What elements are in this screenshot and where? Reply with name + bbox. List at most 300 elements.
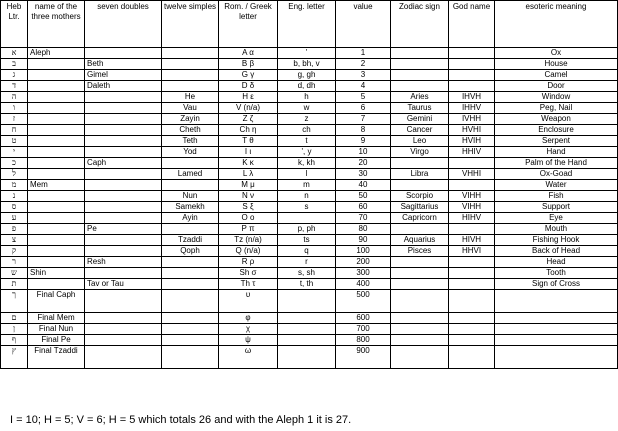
value-cell: 400 <box>336 279 391 290</box>
hebrew-letter-glyph: פ <box>1 224 28 235</box>
double-cell <box>85 103 162 114</box>
value-cell: 600 <box>336 313 391 324</box>
god-name-cell: HVIH <box>449 136 495 147</box>
empty-cell <box>495 346 618 369</box>
empty-cell <box>162 324 219 335</box>
double-cell <box>85 180 162 191</box>
rom-greek-cell: T θ <box>219 136 278 147</box>
zodiac-cell: Cancer <box>391 125 449 136</box>
simple-cell: Nun <box>162 191 219 202</box>
value-cell: 100 <box>336 246 391 257</box>
value-cell: 4 <box>336 81 391 92</box>
eng-letter-cell: t <box>278 136 336 147</box>
hebrew-letter-glyph: מ <box>1 180 28 191</box>
god-name-cell <box>449 257 495 268</box>
eng-letter-cell: q <box>278 246 336 257</box>
greek-cell: ω <box>219 346 278 369</box>
double-cell: Caph <box>85 158 162 169</box>
header-mothers: name of the three mothers <box>28 1 85 48</box>
header-value: value <box>336 1 391 48</box>
eng-letter-cell: s <box>278 202 336 213</box>
mother-cell: Aleph <box>28 48 85 59</box>
meaning-cell: Ox <box>495 48 618 59</box>
simple-cell: He <box>162 92 219 103</box>
simple-cell <box>162 257 219 268</box>
eng-letter-cell: b, bh, v <box>278 59 336 70</box>
god-name-cell: IVHH <box>449 114 495 125</box>
mother-cell <box>28 279 85 290</box>
simple-cell: Samekh <box>162 202 219 213</box>
meaning-cell: Back of Head <box>495 246 618 257</box>
double-cell <box>85 191 162 202</box>
hebrew-letter-glyph: נ <box>1 191 28 202</box>
zodiac-cell <box>391 81 449 92</box>
empty-cell <box>85 335 162 346</box>
god-name-cell: HIHV <box>449 213 495 224</box>
double-cell <box>85 235 162 246</box>
meaning-cell: Enclosure <box>495 125 618 136</box>
empty-cell <box>391 346 449 369</box>
mother-cell <box>28 114 85 125</box>
table-row <box>1 136 618 147</box>
hebrew-letter-glyph: ם <box>1 313 28 324</box>
table-row <box>1 257 618 268</box>
empty-cell <box>85 324 162 335</box>
meaning-cell: Tooth <box>495 268 618 279</box>
hebrew-letter-glyph: צ <box>1 235 28 246</box>
mother-cell <box>28 224 85 235</box>
rom-greek-cell: V (n/a) <box>219 103 278 114</box>
header-god-name: God name <box>449 1 495 48</box>
hebrew-letter-glyph: ף <box>1 335 28 346</box>
empty-cell <box>449 324 495 335</box>
zodiac-cell: Scorpio <box>391 191 449 202</box>
final-name-cell: Final Nun <box>28 324 85 335</box>
hebrew-letter-glyph: ג <box>1 70 28 81</box>
eng-letter-cell <box>278 213 336 224</box>
mother-cell: Mem <box>28 180 85 191</box>
empty-cell <box>495 324 618 335</box>
table-row <box>1 224 618 235</box>
meaning-cell: Camel <box>495 70 618 81</box>
god-name-cell: VHHI <box>449 169 495 180</box>
rom-greek-cell: G γ <box>219 70 278 81</box>
mother-cell <box>28 191 85 202</box>
eng-letter-cell: s, sh <box>278 268 336 279</box>
hebrew-letter-glyph: ן <box>1 324 28 335</box>
mother-cell <box>28 235 85 246</box>
zodiac-cell: Aries <box>391 92 449 103</box>
table-row <box>1 114 618 125</box>
god-name-cell <box>449 59 495 70</box>
table-row <box>1 59 618 70</box>
mother-cell <box>28 136 85 147</box>
value-cell: 70 <box>336 213 391 224</box>
table-row <box>1 279 618 290</box>
rom-greek-cell: R ρ <box>219 257 278 268</box>
zodiac-cell <box>391 70 449 81</box>
god-name-cell <box>449 48 495 59</box>
value-cell: 60 <box>336 202 391 213</box>
simple-cell <box>162 224 219 235</box>
eng-letter-cell: l <box>278 169 336 180</box>
final-form-row <box>1 313 618 324</box>
mother-cell <box>28 147 85 158</box>
rom-greek-cell: A α <box>219 48 278 59</box>
final-name-cell: Final Caph <box>28 290 85 313</box>
value-cell: 5 <box>336 92 391 103</box>
zodiac-cell <box>391 158 449 169</box>
mother-cell <box>28 92 85 103</box>
table-row <box>1 125 618 136</box>
meaning-cell: Sign of Cross <box>495 279 618 290</box>
meaning-cell: Eye <box>495 213 618 224</box>
god-name-cell: HIVH <box>449 235 495 246</box>
mother-cell: Shin <box>28 268 85 279</box>
eng-letter-cell: r <box>278 257 336 268</box>
rom-greek-cell: K κ <box>219 158 278 169</box>
zodiac-cell: Libra <box>391 169 449 180</box>
empty-cell <box>391 335 449 346</box>
god-name-cell: HHIV <box>449 147 495 158</box>
hebrew-letter-glyph: י <box>1 147 28 158</box>
mother-cell <box>28 213 85 224</box>
simple-cell: Tzaddi <box>162 235 219 246</box>
greek-cell: ψ <box>219 335 278 346</box>
zodiac-cell <box>391 257 449 268</box>
empty-cell <box>391 313 449 324</box>
double-cell <box>85 136 162 147</box>
table-row <box>1 103 618 114</box>
zodiac-cell <box>391 279 449 290</box>
rom-greek-cell: L λ <box>219 169 278 180</box>
hebrew-letter-glyph: א <box>1 48 28 59</box>
meaning-cell: Door <box>495 81 618 92</box>
rom-greek-cell: Z ζ <box>219 114 278 125</box>
header-heb-letter: Heb Ltr. <box>1 1 28 48</box>
empty-cell <box>495 290 618 313</box>
value-cell: 700 <box>336 324 391 335</box>
eng-letter-cell: g, gh <box>278 70 336 81</box>
simple-cell: Teth <box>162 136 219 147</box>
eng-letter-cell: d, dh <box>278 81 336 92</box>
table-row <box>1 81 618 92</box>
mother-cell <box>28 158 85 169</box>
double-cell <box>85 92 162 103</box>
simple-cell <box>162 48 219 59</box>
value-cell: 90 <box>336 235 391 246</box>
hebrew-letter-glyph: ו <box>1 103 28 114</box>
god-name-cell <box>449 224 495 235</box>
rom-greek-cell: H ε <box>219 92 278 103</box>
empty-cell <box>449 313 495 324</box>
simple-cell <box>162 158 219 169</box>
double-cell: Daleth <box>85 81 162 92</box>
zodiac-cell: Pisces <box>391 246 449 257</box>
value-cell: 3 <box>336 70 391 81</box>
empty-cell <box>391 324 449 335</box>
header-eng-letter: Eng. letter <box>278 1 336 48</box>
rom-greek-cell: B β <box>219 59 278 70</box>
value-cell: 40 <box>336 180 391 191</box>
rom-greek-cell: I ι <box>219 147 278 158</box>
meaning-cell: Serpent <box>495 136 618 147</box>
table-row <box>1 235 618 246</box>
mother-cell <box>28 257 85 268</box>
header-esoteric-meaning: esoteric meaning <box>495 1 618 48</box>
double-cell: Gimel <box>85 70 162 81</box>
god-name-cell: IHHV <box>449 103 495 114</box>
double-cell <box>85 246 162 257</box>
empty-cell <box>278 324 336 335</box>
final-form-row <box>1 335 618 346</box>
greek-cell: φ <box>219 313 278 324</box>
god-name-cell: HVHI <box>449 125 495 136</box>
value-cell: 10 <box>336 147 391 158</box>
empty-cell <box>162 346 219 369</box>
rom-greek-cell: Ch η <box>219 125 278 136</box>
hebrew-letter-glyph: ך <box>1 290 28 313</box>
eng-letter-cell: ' <box>278 48 336 59</box>
value-cell: 2 <box>336 59 391 70</box>
header-row <box>1 1 618 48</box>
hebrew-letter-glyph: ש <box>1 268 28 279</box>
final-form-row <box>1 290 618 313</box>
empty-cell <box>449 346 495 369</box>
eng-letter-cell: k, kh <box>278 158 336 169</box>
hebrew-letter-glyph: ל <box>1 169 28 180</box>
header-doubles: seven doubles <box>85 1 162 48</box>
empty-cell <box>162 313 219 324</box>
simple-cell <box>162 81 219 92</box>
double-cell: Tav or Tau <box>85 279 162 290</box>
hebrew-letter-glyph: ק <box>1 246 28 257</box>
god-name-cell: VIHH <box>449 202 495 213</box>
god-name-cell: HHVI <box>449 246 495 257</box>
eng-letter-cell: ch <box>278 125 336 136</box>
value-cell: 7 <box>336 114 391 125</box>
simple-cell: Lamed <box>162 169 219 180</box>
table-row <box>1 70 618 81</box>
hebrew-letter-glyph: ז <box>1 114 28 125</box>
double-cell <box>85 114 162 125</box>
empty-cell <box>278 290 336 313</box>
zodiac-cell: Aquarius <box>391 235 449 246</box>
eng-letter-cell: ts <box>278 235 336 246</box>
value-cell: 50 <box>336 191 391 202</box>
mother-cell <box>28 70 85 81</box>
empty-cell <box>449 335 495 346</box>
zodiac-cell: Capricorn <box>391 213 449 224</box>
rom-greek-cell: O ο <box>219 213 278 224</box>
empty-cell <box>85 313 162 324</box>
value-cell: 8 <box>336 125 391 136</box>
double-cell: Pe <box>85 224 162 235</box>
double-cell <box>85 147 162 158</box>
mother-cell <box>28 81 85 92</box>
table-row <box>1 202 618 213</box>
zodiac-cell: Sagittarius <box>391 202 449 213</box>
rom-greek-cell: Q (n/a) <box>219 246 278 257</box>
rom-greek-cell: S ξ <box>219 202 278 213</box>
meaning-cell: Hand <box>495 147 618 158</box>
god-name-cell <box>449 158 495 169</box>
value-cell: 500 <box>336 290 391 313</box>
value-cell: 900 <box>336 346 391 369</box>
empty-cell <box>162 290 219 313</box>
eng-letter-cell: m <box>278 180 336 191</box>
hebrew-letter-glyph: ץ <box>1 346 28 369</box>
final-form-row <box>1 324 618 335</box>
hebrew-letter-glyph: כ <box>1 158 28 169</box>
hebrew-letter-glyph: ס <box>1 202 28 213</box>
meaning-cell: Fish <box>495 191 618 202</box>
simple-cell: Ayin <box>162 213 219 224</box>
table-row <box>1 246 618 257</box>
eng-letter-cell: n <box>278 191 336 202</box>
empty-cell <box>85 290 162 313</box>
double-cell <box>85 202 162 213</box>
final-name-cell: Final Mem <box>28 313 85 324</box>
god-name-cell <box>449 268 495 279</box>
zodiac-cell <box>391 268 449 279</box>
rom-greek-cell: Th τ <box>219 279 278 290</box>
simple-cell <box>162 268 219 279</box>
table-row <box>1 191 618 202</box>
empty-cell <box>495 313 618 324</box>
meaning-cell: Peg, Nail <box>495 103 618 114</box>
god-name-cell: VIHH <box>449 191 495 202</box>
god-name-cell <box>449 70 495 81</box>
header-zodiac: Zodiac sign <box>391 1 449 48</box>
zodiac-cell <box>391 59 449 70</box>
meaning-cell: Support <box>495 202 618 213</box>
table-row <box>1 268 618 279</box>
table-row <box>1 169 618 180</box>
value-cell: 30 <box>336 169 391 180</box>
zodiac-cell: Taurus <box>391 103 449 114</box>
empty-cell <box>278 313 336 324</box>
simple-cell <box>162 180 219 191</box>
eng-letter-cell: w <box>278 103 336 114</box>
eng-letter-cell: ', y <box>278 147 336 158</box>
empty-cell <box>449 290 495 313</box>
value-cell: 800 <box>336 335 391 346</box>
table-row <box>1 180 618 191</box>
double-cell <box>85 169 162 180</box>
rom-greek-cell: Sh σ <box>219 268 278 279</box>
zodiac-cell: Virgo <box>391 147 449 158</box>
simple-cell: Zayin <box>162 114 219 125</box>
rom-greek-cell: D δ <box>219 81 278 92</box>
value-cell: 80 <box>336 224 391 235</box>
empty-cell <box>278 346 336 369</box>
final-form-row <box>1 346 618 369</box>
table-row <box>1 92 618 103</box>
table-row <box>1 147 618 158</box>
empty-cell <box>495 335 618 346</box>
mother-cell <box>28 246 85 257</box>
meaning-cell: Weapon <box>495 114 618 125</box>
hebrew-letter-glyph: ת <box>1 279 28 290</box>
god-name-cell <box>449 279 495 290</box>
value-cell: 1 <box>336 48 391 59</box>
double-cell <box>85 213 162 224</box>
meaning-cell: Ox-Goad <box>495 169 618 180</box>
header-rom-greek: Rom. / Greek letter <box>219 1 278 48</box>
empty-cell <box>391 290 449 313</box>
meaning-cell: Mouth <box>495 224 618 235</box>
zodiac-cell <box>391 224 449 235</box>
mother-cell <box>28 59 85 70</box>
rom-greek-cell: P π <box>219 224 278 235</box>
mother-cell <box>28 125 85 136</box>
final-name-cell: Final Tzaddi <box>28 346 85 369</box>
greek-cell: χ <box>219 324 278 335</box>
hebrew-letter-glyph: ט <box>1 136 28 147</box>
zodiac-cell <box>391 180 449 191</box>
double-cell: Resh <box>85 257 162 268</box>
value-cell: 20 <box>336 158 391 169</box>
zodiac-cell <box>391 48 449 59</box>
value-cell: 300 <box>336 268 391 279</box>
table-row <box>1 158 618 169</box>
value-cell: 6 <box>336 103 391 114</box>
rom-greek-cell: Tz (n/a) <box>219 235 278 246</box>
empty-cell <box>278 335 336 346</box>
meaning-cell: Head <box>495 257 618 268</box>
double-cell: Beth <box>85 59 162 70</box>
empty-cell <box>162 335 219 346</box>
rom-greek-cell: N ν <box>219 191 278 202</box>
god-name-cell <box>449 180 495 191</box>
eng-letter-cell: p, ph <box>278 224 336 235</box>
meaning-cell: Window <box>495 92 618 103</box>
rom-greek-cell: M μ <box>219 180 278 191</box>
header-simples: twelve simples <box>162 1 219 48</box>
gematria-footnote: I = 10; H = 5; V = 6; H = 5 which totals 26 and with the Aleph 1 it is 27. <box>10 414 352 426</box>
double-cell <box>85 268 162 279</box>
simple-cell <box>162 279 219 290</box>
eng-letter-cell: h <box>278 92 336 103</box>
simple-cell: Yod <box>162 147 219 158</box>
meaning-cell: Fishing Hook <box>495 235 618 246</box>
zodiac-cell: Leo <box>391 136 449 147</box>
meaning-cell: House <box>495 59 618 70</box>
zodiac-cell: Gemini <box>391 114 449 125</box>
table-row <box>1 213 618 224</box>
simple-cell: Qoph <box>162 246 219 257</box>
god-name-cell: IHVH <box>449 92 495 103</box>
table-row <box>1 48 618 59</box>
value-cell: 200 <box>336 257 391 268</box>
mother-cell <box>28 103 85 114</box>
meaning-cell: Water <box>495 180 618 191</box>
simple-cell: Cheth <box>162 125 219 136</box>
simple-cell <box>162 70 219 81</box>
hebrew-letter-glyph: ח <box>1 125 28 136</box>
hebrew-letter-glyph: ד <box>1 81 28 92</box>
mother-cell <box>28 202 85 213</box>
table-body <box>1 48 618 369</box>
final-name-cell: Final Pe <box>28 335 85 346</box>
greek-cell: υ <box>219 290 278 313</box>
eng-letter-cell: z <box>278 114 336 125</box>
simple-cell <box>162 59 219 70</box>
god-name-cell <box>449 81 495 92</box>
eng-letter-cell: t, th <box>278 279 336 290</box>
empty-cell <box>85 346 162 369</box>
